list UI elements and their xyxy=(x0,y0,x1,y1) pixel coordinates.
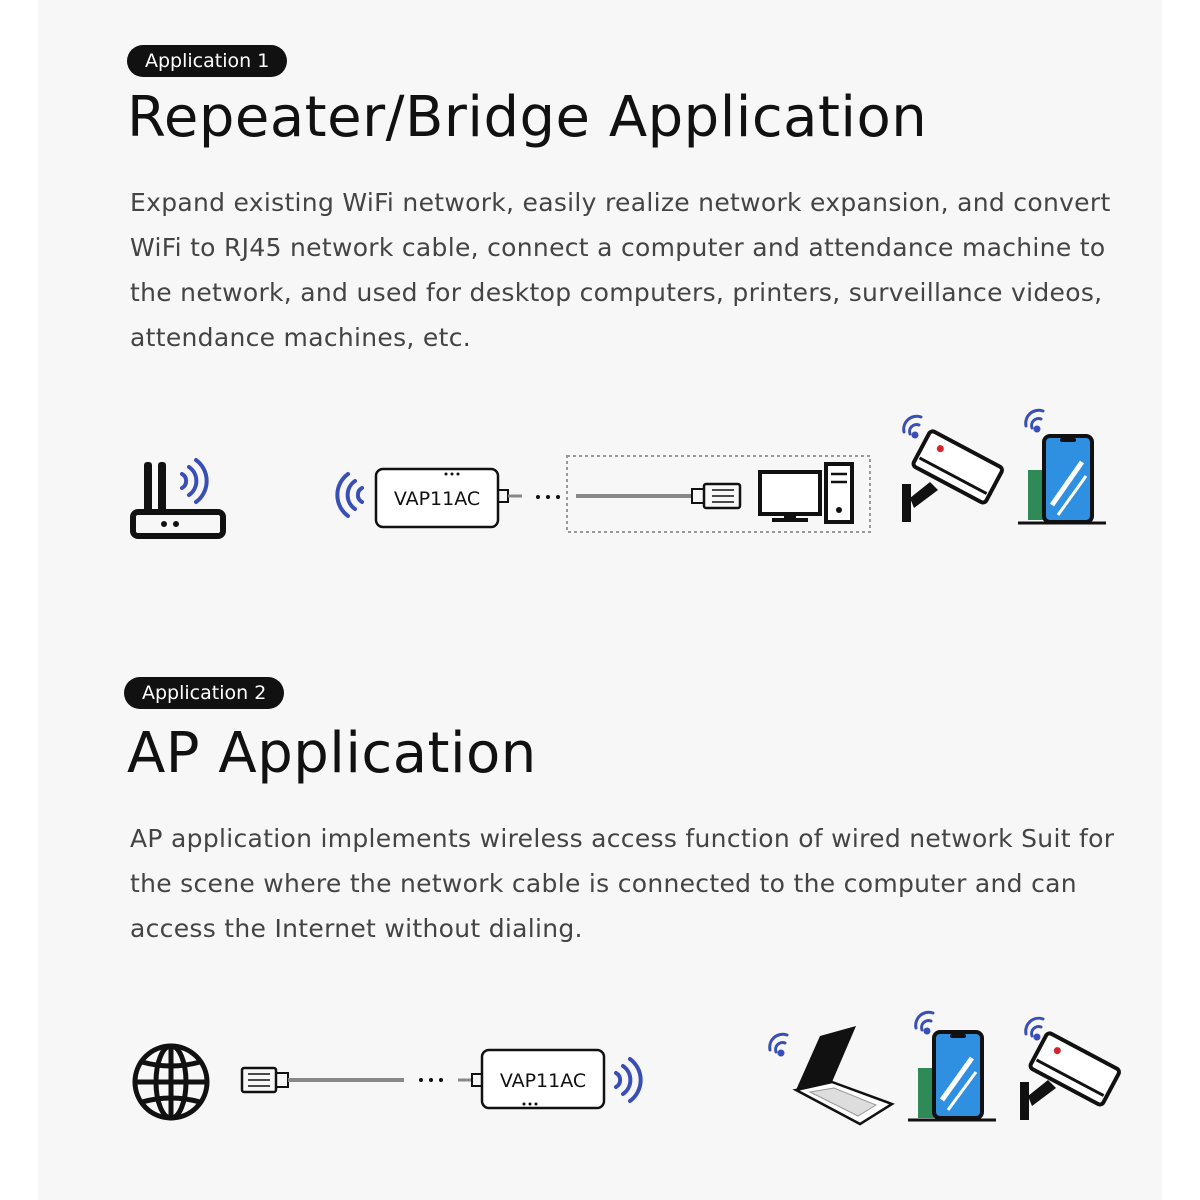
repeater-bridge-title: Repeater/Bridge Application xyxy=(127,85,928,150)
repeater-bridge-description: Expand existing WiFi network, easily realize network expansion, and convert WiFi to RJ45 network cable, connect a computer and attendance machine to the network, and used for desktop computers, printers, surveillance videos, attendance machines, etc. xyxy=(130,188,1111,352)
connection-dots xyxy=(536,495,560,499)
rj45-plug-icon xyxy=(576,484,740,508)
wifi-signal-icon xyxy=(616,1059,641,1101)
repeater-bridge-diagram xyxy=(0,405,1200,565)
smartphone-icon xyxy=(1018,410,1106,523)
ap-application-title: AP Application xyxy=(127,721,537,786)
wifi-signal-icon xyxy=(337,474,362,516)
vap11ac-label: VAP11AC xyxy=(499,1070,587,1092)
router-icon xyxy=(133,462,223,536)
vap11ac-device xyxy=(376,469,522,527)
connection-dots xyxy=(419,1078,443,1082)
application-2-badge: Application 2 xyxy=(124,677,284,709)
smartphone-icon xyxy=(908,1012,996,1120)
vap11ac-device xyxy=(458,1050,604,1108)
security-camera-icon xyxy=(1020,1018,1120,1120)
laptop-icon xyxy=(770,1026,892,1124)
pc-tower-icon xyxy=(826,464,852,522)
ap-application-diagram xyxy=(0,1015,1200,1155)
security-camera-icon xyxy=(902,416,1003,522)
monitor-icon xyxy=(760,472,820,522)
application-1-badge: Application 1 xyxy=(127,45,287,77)
globe-icon xyxy=(135,1046,207,1118)
vap11ac-label: VAP11AC xyxy=(393,488,481,510)
wifi-signal-icon xyxy=(182,460,207,502)
rj45-plug-icon xyxy=(242,1068,404,1092)
ap-application-description: AP application implements wireless access function of wired network Suit for the scene where the network cable is connected to the computer and can access the Internet without dialing. xyxy=(130,824,1115,943)
